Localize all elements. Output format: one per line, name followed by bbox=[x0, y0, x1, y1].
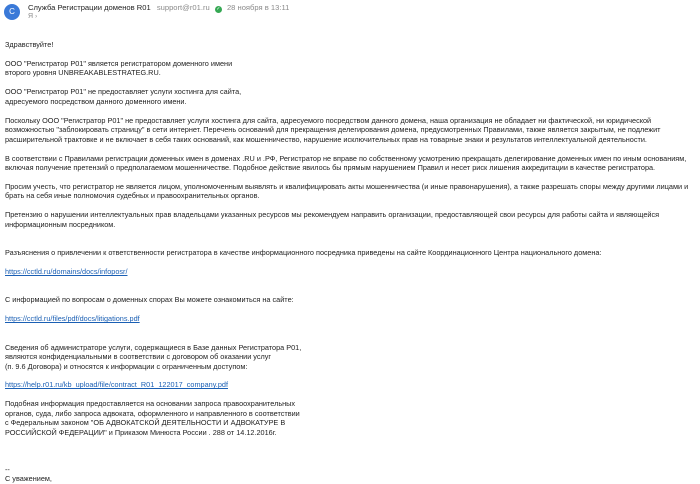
recipient-name: Я bbox=[28, 13, 34, 20]
paragraph-ip-claims: Претензию о нарушении интеллектуальных прав владельцами указанных ресурсов мы рекомендуем направить организации, предоставляющей свои ресурсы для работы сайта и являющейся информационным посредником. bbox=[5, 210, 660, 229]
disputes-text: С информацией по вопросам о доменных спорах Вы можете ознакомиться на сайте: bbox=[5, 295, 294, 305]
litigations-link[interactable]: https://cctld.ru/files/pdf/docs/litigations.pdf bbox=[5, 314, 140, 324]
closing: С уважением, bbox=[5, 473, 52, 483]
chevron-right-icon: › bbox=[35, 14, 38, 20]
sender-avatar[interactable]: С bbox=[4, 4, 20, 20]
sender-name[interactable]: Служба Регистрации доменов R01 bbox=[28, 3, 151, 12]
paragraph-registrar: ООО "Регистратор Р01" является регистратором доменного имени второго уровня UNBREAKABLESTRATEG.RU. bbox=[5, 59, 233, 78]
paragraph-confidential bbox=[5, 333, 695, 389]
paragraph-disputes bbox=[5, 286, 695, 324]
recipient-line[interactable] bbox=[28, 13, 37, 20]
message-header bbox=[4, 2, 694, 30]
message-date: 28 ноября в 13:11 bbox=[226, 3, 290, 12]
sender-line bbox=[28, 3, 289, 13]
paragraph-requests: Подобная информация предоставляется на основании запроса правоохранительных органов, суда, либо запроса адвоката, оформленного и направленного в соответствии с Федеральным законом "ОБ АДВОКАТСКОЙ ДЕЯТЕЛЬНОСТИ И АДВОКАТУРЕ В РОССИЙСКОЙ ФЕДЕРАЦИИ" и Приказом Минюста России . 288 от 14.12.2016г. bbox=[5, 399, 300, 437]
paragraph-not-authority: Просим учесть, что регистратор не является лицом, уполномоченным выявлять и квалифицировать акты мошенничества (и иные правонарушения), а также разрешать споры между другими лицами и брать на себя иные полномочия судебных и правоохранительных органов. bbox=[5, 182, 689, 201]
paragraph-no-blocking: Поскольку ООО "Регистратор Р01" не предоставляет услуги хостинга для сайта, адресуемого посредством данного домена, наша организация не обладает ни фактической, ни юридической возможностью "заблокировать страницу" в сети интернет. Перечень оснований для прекращения делегирования домена, предусмотренных Правилами, также является закрытым, не подлежит расширительной трактовке и не включает в себя таких оснований, как мошенничество, нарушение исключительных прав на товарные знаки и результатов интеллектуальной деятельности. bbox=[5, 115, 661, 144]
paragraph-liability bbox=[5, 239, 695, 277]
paragraph-rules: В соответствии с Правилами регистрации доменных имен в доменах .RU и .РФ, Регистратор не вправе по собственному усмотрению прекращать делегирование доменных имен по иным основаниям, включая получение претензий о предполагаемом мошенничестве. Подобное действие явилось бы прямым нарушением Правил и несет риск лишения аккредитации в качестве регистратора. bbox=[5, 153, 687, 173]
message-body bbox=[5, 40, 695, 483]
contract-link[interactable]: https://help.r01.ru/kb_upload/file/contract_R01_122017_company.pdf bbox=[5, 380, 228, 390]
liability-text: Разъяснения о привлечении к ответственности регистратора в качестве информационного посредника приведены на сайте Координационного Центра национального домена: bbox=[5, 248, 602, 258]
sender-email[interactable]: support@r01.ru bbox=[156, 3, 210, 12]
paragraph-no-hosting: ООО "Регистратор Р01" не предоставляет услуги хостинга для сайта, адресуемого посредством данного доменного имени. bbox=[5, 87, 242, 106]
verified-check-icon: ✓ bbox=[216, 6, 221, 12]
infoposr-link[interactable]: https://cctld.ru/domains/docs/infoposr/ bbox=[5, 267, 128, 277]
signature-separator: -- bbox=[5, 464, 10, 474]
greeting: Здравствуйте! bbox=[5, 40, 54, 49]
confidential-text: Сведения об администраторе услуги, содержащиеся в Базе данных Регистратора Р01, являются конфиденциальными в соответствии с договором об оказании услуг (п. 9.6 Договора) и относятся к информации с ограниченным доступом: bbox=[5, 342, 302, 371]
